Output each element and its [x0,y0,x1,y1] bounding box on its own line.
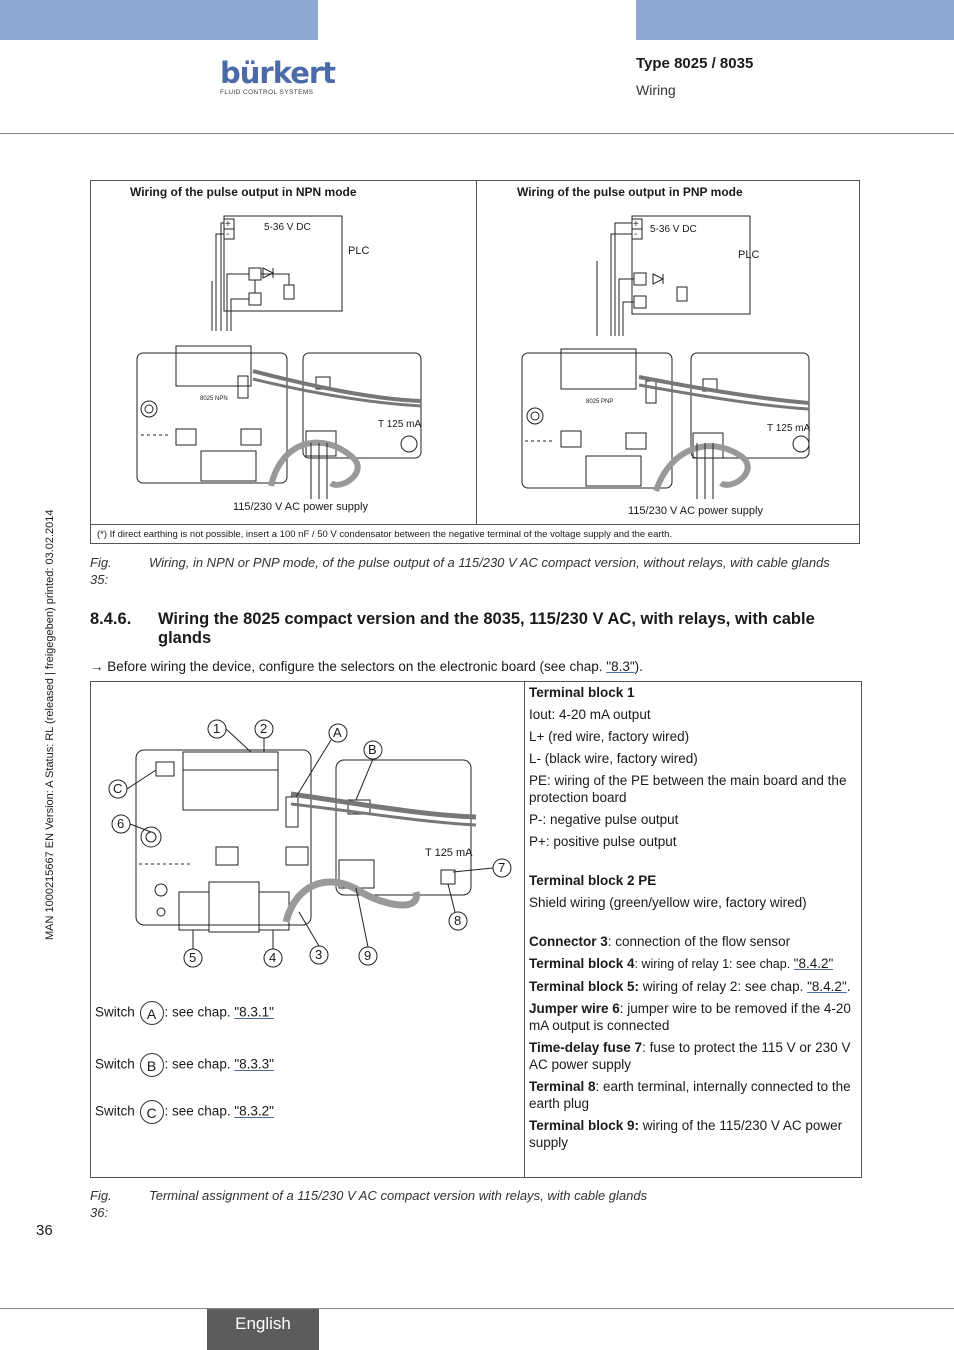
fuse-7-item [529,1039,859,1073]
callout-8: 8 [454,913,462,928]
tb1-line: P-: negative pulse output [529,812,679,827]
connector-3-name: Connector 3 [529,934,608,949]
figure-36 [90,681,862,1178]
jumper-6-desc: : jumper wire to be removed if the 4-20 mA output is connected [529,1001,851,1033]
callout-9: 9 [364,948,372,963]
svg-text:+: + [225,219,231,230]
terminal-legend [529,684,859,1151]
callout-2: 2 [260,721,268,736]
terminal-9-name: Terminal block 9: [529,1118,640,1133]
doc-type: Type 8025 / 8035 [636,55,754,72]
figure-35 [90,180,860,544]
wiring-diagram-npn-pnp [91,181,861,524]
switch-a-circle: A [140,1001,164,1025]
switch-c-text: : see chap. [164,1103,235,1119]
terminal-4-desc: : wiring of relay 1: see chap. [634,957,794,971]
callout-A: A [333,725,342,740]
terminal-8-name: Terminal 8 [529,1079,596,1094]
connector-3-item [529,933,859,950]
svg-text:-: - [226,229,230,240]
chapter-link-8-3-3[interactable]: "8.3.3" [234,1056,274,1072]
fig36-caption-number: Fig. 36: [90,1188,112,1220]
fuse-7-desc: : fuse to protect the 115 V or 230 V AC power supply [529,1040,851,1072]
chapter-link-8-3[interactable]: "8.3" [606,659,635,674]
tb1-line: L- (black wire, factory wired) [529,751,698,766]
switch-a-row [95,1001,274,1025]
terminal-4-name: Terminal block 4 [529,956,635,971]
switch-c-label: Switch [95,1103,135,1119]
brand-name: bürkert [220,56,336,90]
pnp-board-label: 8025 PNP [586,399,614,405]
callout-B: B [368,742,377,757]
chapter-link-8-3-1[interactable]: "8.3.1" [234,1004,274,1020]
tb1-line: PE: wiring of the PE between the main board and the protection board [529,773,847,805]
jumper-6-item [529,1000,859,1034]
section-title: Wiring the 8025 compact version and the 8035, 115/230 V AC, with relays, with cable glands [158,610,815,647]
header-bar-left [0,0,318,40]
switch-b-circle: B [140,1053,164,1077]
switch-c-circle: C [140,1100,164,1124]
svg-text:+: + [633,219,639,230]
terminal-9-item [529,1117,859,1151]
switch-b-label: Switch [95,1056,135,1072]
terminal-8-desc: : earth terminal, internally connected to the earth plug [529,1079,851,1111]
callout-4: 4 [269,950,277,965]
fuse-label: T 125 mA [425,847,473,859]
npn-fuse-label: T 125 mA [378,419,422,430]
connector-3-desc: : connection of the flow sensor [607,934,791,949]
doc-section: Wiring [636,82,676,98]
burkert-logo [220,56,336,96]
tb1-title: Terminal block 1 [529,685,635,700]
relay-board-diagram [91,682,524,982]
header-bar-right [636,0,954,40]
jumper-6-name: Jumper wire 6 [529,1001,620,1016]
switch-b-text: : see chap. [164,1056,235,1072]
npn-board-label: 8025 NPN [200,396,228,402]
npn-supply-label: 5-36 V DC [264,222,311,233]
pnp-title: Wiring of the pulse output in PNP mode [517,185,743,199]
brand-subtitle: FLUID CONTROL SYSTEMS [220,89,314,96]
chapter-link-8-4-2[interactable]: "8.4.2" [807,979,847,994]
terminal-4-item [529,955,859,973]
fig36-caption-text: Terminal assignment of a 115/230 V AC compact version with relays, with cable glands [149,1188,648,1203]
fuse-7-name: Time-delay fuse 7 [529,1040,643,1055]
terminal-5-item [529,978,859,995]
footer-rule [0,1308,954,1309]
section-number: 8.4.6. [90,610,132,628]
note-end: ). [634,659,643,674]
callout-7: 7 [498,860,506,875]
switch-b-row [95,1053,274,1077]
switch-a-text: : see chap. [164,1004,235,1020]
callout-3: 3 [315,947,323,962]
terminal-9-desc: wiring of the 115/230 V AC power supply [529,1118,843,1150]
terminal-5-desc: wiring of relay 2: see chap. [639,979,808,994]
terminal-8-item [529,1078,859,1112]
svg-text:-: - [634,229,638,240]
callout-5: 5 [189,950,197,965]
pnp-plc-label: PLC [738,249,760,261]
tb1-line: P+: positive pulse output [529,834,677,849]
arrow-icon: → [90,659,104,674]
terminal-5-end: . [846,979,851,994]
page-number: 36 [36,1222,53,1239]
switch-c-row [95,1100,274,1124]
chapter-link-8-4-2[interactable]: "8.4.2" [793,956,834,971]
tb1-line: Iout: 4-20 mA output [529,707,651,722]
callout-C: C [113,781,123,796]
config-note [90,659,643,674]
fig36-divider [524,682,525,1177]
callout-1: 1 [213,721,221,736]
tb1-line: L+ (red wire, factory wired) [529,729,690,744]
language-tab: English [207,1309,319,1350]
fig35-caption-text: Wiring, in NPN or PNP mode, of the pulse output of a 115/230 V AC compact version, without relays, with cable glands [149,555,830,570]
side-meta: MAN 1000215667 EN Version: A Status: RL (released | freigegeben) printed: 03.02.2014 [44,509,56,940]
npn-title: Wiring of the pulse output in NPN mode [130,185,357,199]
header-rule [0,133,954,134]
npn-power-label: 115/230 V AC power supply [233,501,368,513]
fig35-footnote: (*) If direct earthing is not possible, insert a 100 nF / 50 V condensator between the negative terminal of the voltage supply and the earth. [91,524,859,544]
fig35-caption-number: Fig. 35: [90,555,112,587]
npn-plc-label: PLC [348,245,370,257]
pnp-supply-label: 5-36 V DC [650,224,697,235]
switch-a-label: Switch [95,1004,135,1020]
chapter-link-8-3-2[interactable]: "8.3.2" [234,1103,274,1119]
pnp-power-label: 115/230 V AC power supply [628,505,763,517]
terminal-5-name: Terminal block 5: [529,979,640,994]
protection-board-outline [336,760,471,895]
tb2-title: Terminal block 2 PE [529,873,657,888]
tb2-text: Shield wiring (green/yellow wire, factory wired) [529,895,807,910]
callout-6: 6 [117,816,125,831]
note-text: Before wiring the device, configure the selectors on the electronic board (see chap. [103,659,607,674]
pnp-fuse-label: T 125 mA [767,423,811,434]
